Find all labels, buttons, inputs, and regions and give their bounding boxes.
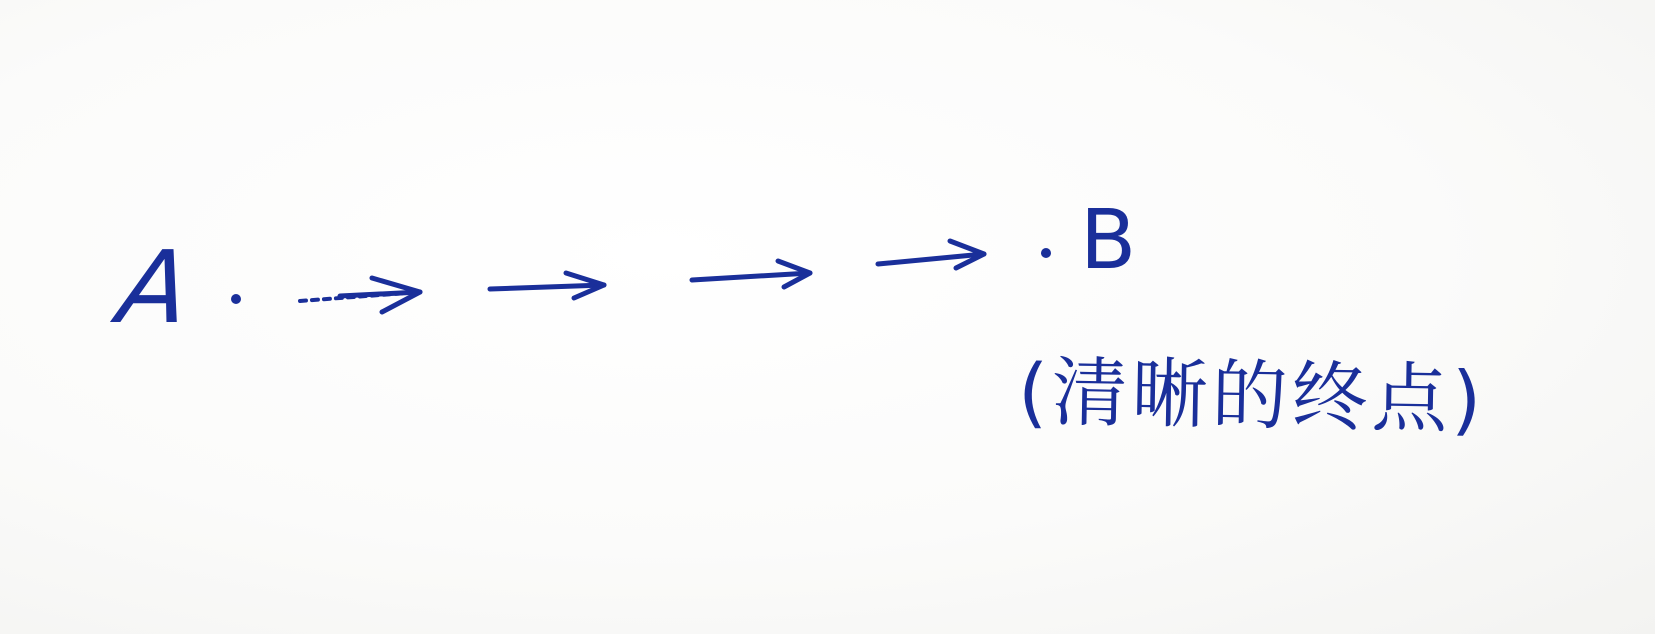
end-point-dot [1041, 248, 1051, 258]
end-point-note: (清晰的终点) [1017, 346, 1487, 445]
start-label: A [111, 229, 197, 346]
end-label: B [1080, 193, 1137, 288]
arrow-segment-1 [300, 278, 420, 312]
arrow-segment-2 [490, 273, 604, 298]
arrow-segment-4 [878, 241, 984, 268]
arrow-segment-3 [692, 261, 810, 287]
start-point-dot [231, 294, 241, 304]
